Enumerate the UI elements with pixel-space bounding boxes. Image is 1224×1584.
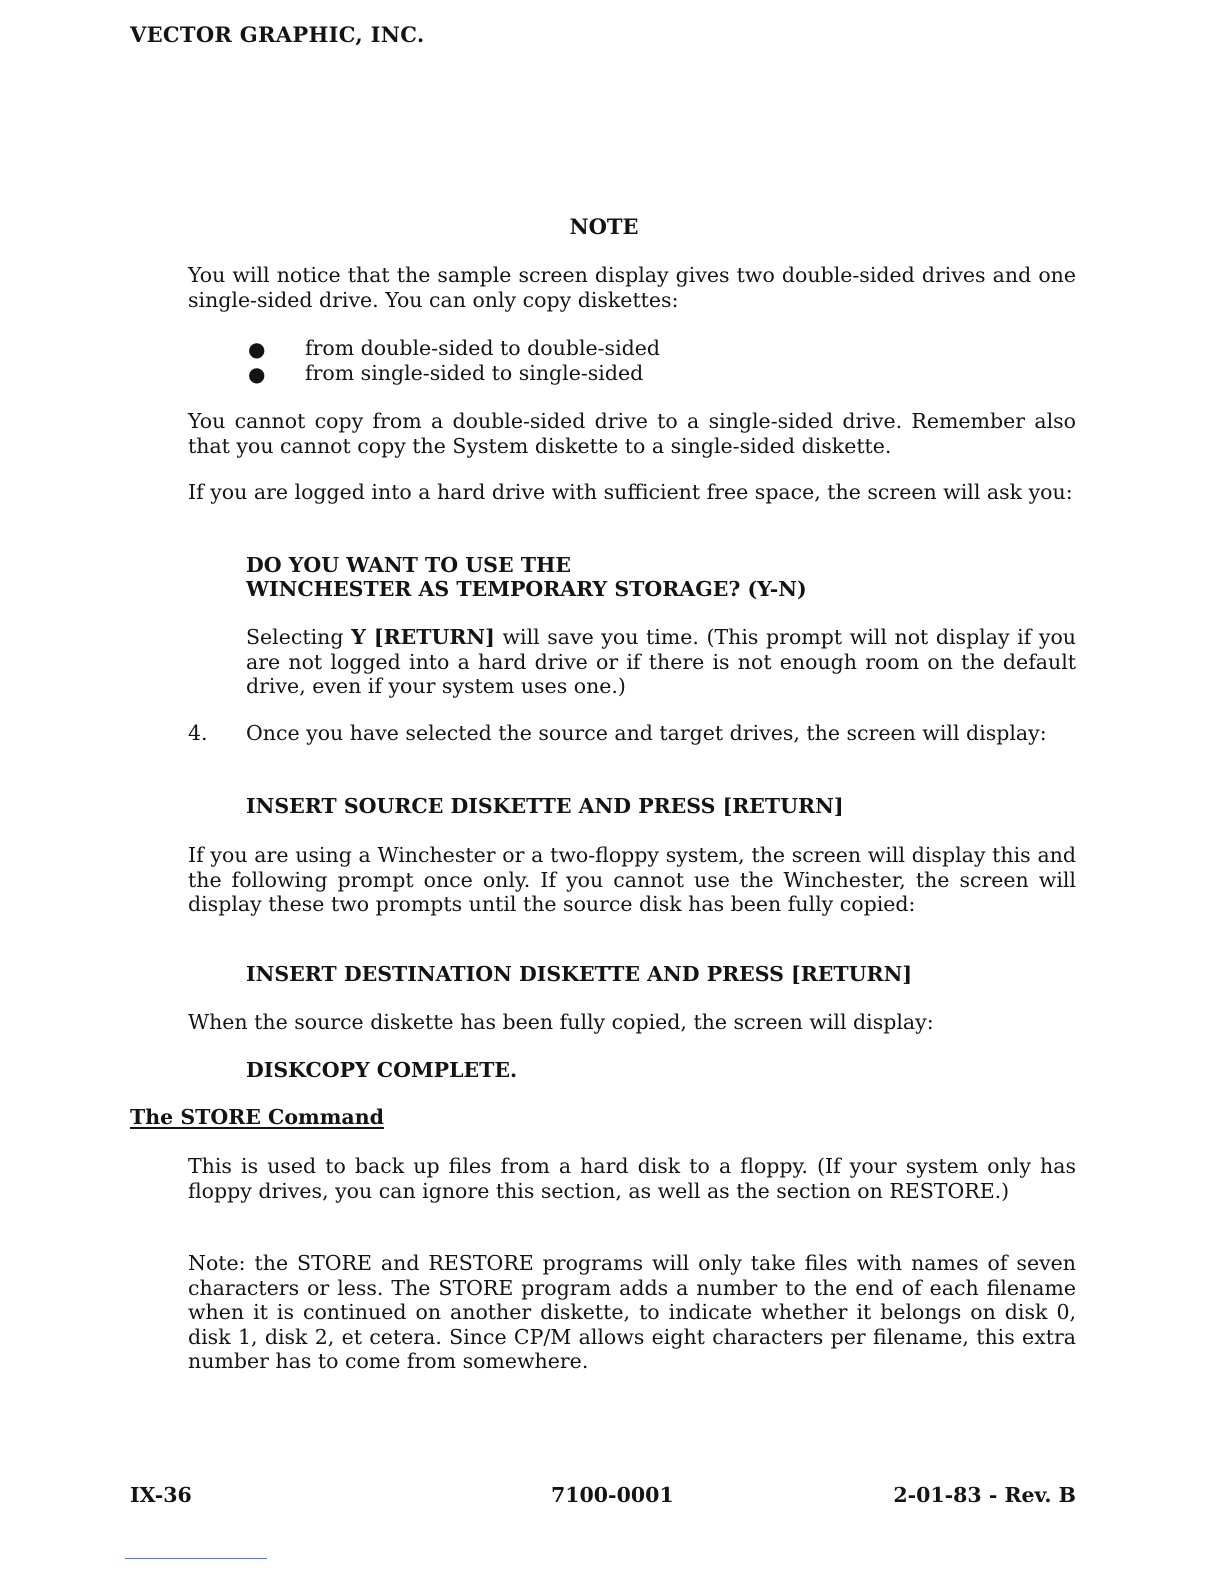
two-floppy-paragraph: If you are using a Winchester or a two-floppy system, the screen will display this and the following prompt once only. If you cannot use the Winchester, the screen will display these two prompts until the source disk has been fully copied: — [188, 843, 1076, 916]
step-4-text: Once you have selected the source and target drives, the screen will display: — [246, 721, 1047, 745]
prompt-winchester-line2: WINCHESTER AS TEMPORARY STORAGE? (Y-N) — [246, 577, 807, 601]
selecting-text-before: Selecting — [246, 625, 352, 649]
bullet-item-double-sided: from double-sided to double-sided — [305, 336, 661, 360]
store-paragraph-intro: This is used to back up files from a hard disk to a floppy. (If your system only has floppy drives, you can ignore this section, as well as the section on RESTORE.) — [188, 1154, 1076, 1203]
prompt-winchester-line1: DO YOU WANT TO USE THE — [246, 553, 571, 577]
footer-page-number: IX-36 — [130, 1483, 192, 1507]
prompt-insert-source: INSERT SOURCE DISKETTE AND PRESS [RETURN] — [246, 794, 844, 818]
store-paragraph-note: Note: the STORE and RESTORE programs will only take files with names of seven characters or less. The STORE program adds a number to the end of each filename when it is continued on another diskette, to indicate whether it belongs on disk 0, disk 1, disk 2, et cetera. Since CP/M allows eight characters per filename, this extra number has to come from somewhere. — [188, 1251, 1076, 1373]
bullet-item-single-sided: from single-sided to single-sided — [305, 361, 644, 385]
selecting-text-after: will save you time. (This prompt will not display if you are not logged into a hard drive or if there is not enough room on the default drive, even if your system uses one.) — [246, 625, 1076, 698]
note-paragraph-drives: You will notice that the sample screen display gives two double-sided drives and one single-sided drive. You can only copy diskettes: — [188, 263, 1076, 312]
prompt-insert-destination: INSERT DESTINATION DISKETTE AND PRESS [RETURN] — [246, 962, 913, 986]
selecting-paragraph — [246, 625, 1076, 699]
note-title: NOTE — [569, 214, 639, 239]
note-paragraph-hard-drive: If you are logged into a hard drive with sufficient free space, the screen will ask you: — [188, 480, 1073, 504]
footer-rule — [125, 1558, 267, 1559]
footer-revision: 2-01-83 - Rev. B — [893, 1483, 1076, 1507]
prompt-diskcopy-complete: DISKCOPY COMPLETE. — [246, 1058, 518, 1082]
company-header: VECTOR GRAPHIC, INC. — [130, 22, 425, 47]
note-paragraph-cannot-copy: You cannot copy from a double-sided drive to a single-sided drive. Remember also that you cannot copy the System diskette to a single-sided diskette. — [188, 409, 1076, 458]
bullet-icon: ● — [248, 362, 266, 386]
bullet-icon: ● — [248, 337, 266, 361]
selecting-key-label: Y [RETURN] — [351, 625, 495, 649]
fully-copied-paragraph: When the source diskette has been fully copied, the screen will display: — [188, 1010, 934, 1034]
step-number: 4. — [188, 721, 208, 745]
store-command-heading: The STORE Command — [130, 1105, 384, 1129]
footer-doc-number: 7100-0001 — [551, 1483, 674, 1507]
